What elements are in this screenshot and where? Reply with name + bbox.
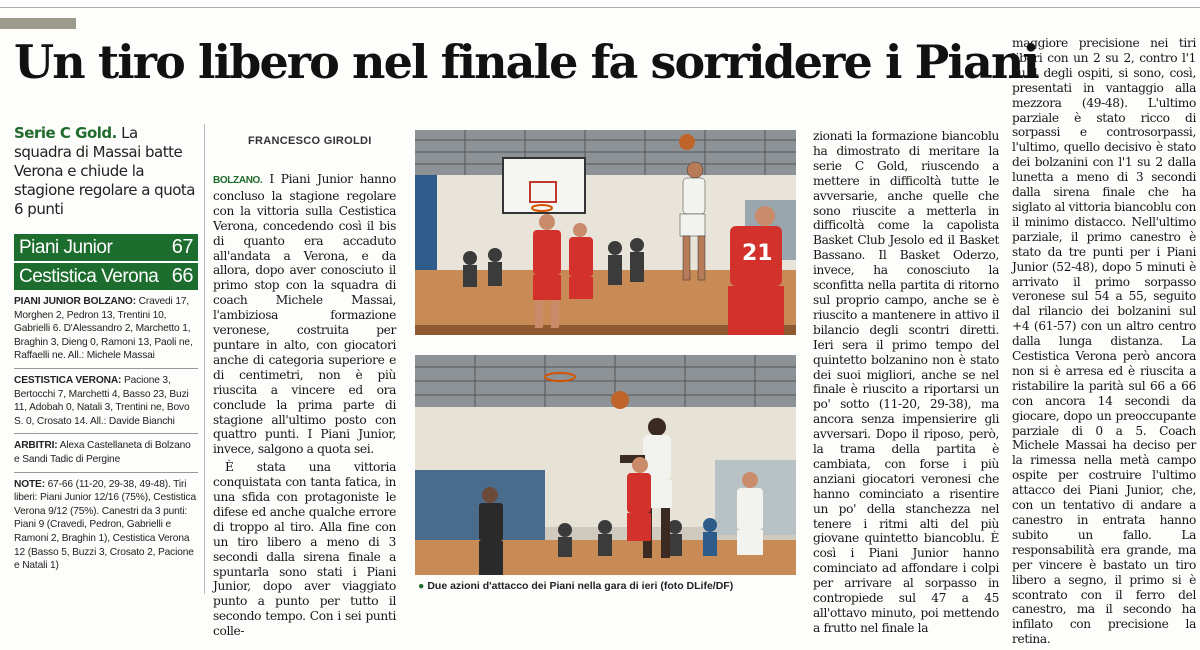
- caption-text: Due azioni d'attacco dei Piani nella gara di ieri (foto DLife/DF): [427, 580, 734, 592]
- photo-top-image: [415, 130, 796, 335]
- summary-kicker: Serie C Gold.: [14, 124, 117, 142]
- away-team: Cestistica Verona: [19, 265, 159, 287]
- photo-top: [415, 130, 796, 335]
- away-points: 66: [171, 265, 193, 287]
- box-note-label: NOTE:: [14, 478, 45, 490]
- caption-bullet-icon: ●: [418, 580, 425, 592]
- box-arbitri-text: Alexa Castellaneta di Bolzano e Sandi Tadic di Pergine: [14, 440, 191, 465]
- summary: [14, 124, 198, 219]
- box-arbitri: [14, 433, 198, 466]
- scoreboard: [14, 232, 198, 290]
- box-piani: [14, 295, 198, 363]
- paragraph: maggiore precisione nei tiri liberi con un 2 su 2, contro l'1 su 4 degli ospiti, si sono, così, presentati in vantaggio alla mezzora (49-48). L'ultimo parziale è stato ricco di sorpassi e controsorpassi, l'ultimo, quello decisivo è stato dei bolzanini con l'1 su 2 dalla lunetta a meno di 3 secondi dalla sirena finale che ha siglato al vittoria biancoblu con il minimo distacco. Nell'ultimo parziale, il primo canestro è stato da tre punti per i Piani Junior (52-48), dopo 5 minuti è arrivato il primo sorpasso veronese sul 54 a 55, seguito dal rilancio dei bolzanini sul +4 (61-57) con un altro centro dalla lunga distanza. La Cestistica Verona però ancora non si è arresa ed è riuscita a ristabilire la parità sul 66 a 66 con ancora 14 secondi da giocare, dopo un preoccupante parziale di 0 a 5. Coach Michele Massai ha deciso per la rimessa nella metà campo ospite per costruire l'ultimo attacco dei Piani Junior, che, con un tentativo di andare a canestro in entrata hanno subito un fallo. La responsabilità era grande, ma per vincere è bastato un tiro libero a segno, il primo si è scontrato con il ferro del canestro, ma il secondo ha infilato con precisione la retina.: [1012, 36, 1196, 647]
- article-column-2: [813, 129, 999, 639]
- article-column-3: [1012, 36, 1196, 650]
- box-verona-text: Pacione 3, Bertocchi 7, Marchetti 4, Basso 23, Buzi 11, Adobah 0, Natali 3, Trentini ne, Bovo S. 0, Crosato 14. All.: Davide Bianchi: [14, 374, 190, 427]
- byline: FRANCESCO GIROLDI: [248, 135, 372, 147]
- box-arbitri-label: ARBITRI:: [14, 440, 58, 452]
- sidebar: [14, 124, 198, 573]
- article-column-1: [213, 172, 396, 642]
- home-points: 67: [171, 236, 193, 258]
- paragraph: zionati la formazione biancoblu ha dimostrato di meritare la serie C Gold, riuscendo a mettere in difficoltà tutte le avversarie, anche quelle che sono riuscite a metterla in difficoltà come la capolista Basket Club Jesolo ed il Basket Bassano. Il Basket Oderzo, invece, ha conosciuto la sconfitta nella partita di ritorno sul proprio campo, anche se è riuscito a mantenere in attivo il bilancio degli scontri diretti. Ieri sera il primo tempo del quintetto bolzanino non è stato dei suoi migliori, anche se nel finale è riuscito a riportarsi un po' sotto (11-20, 29-38), ma ancora senza impensierire gli avversari. Dopo il riposo, però, la trama della partita è cambiata, con forse i più anziani giocatori veronesi che hanno cominciato a risentire un po' della stanchezza nel tenere i ritmi alti del più giovane quintetto biancoblu. È così i Piani Junior hanno cominciato ad affondare i colpi per arrivare al sorpasso in contropiede sul 47 a 45 all'ottavo minuto, poi mettendo a frutto nel finale la: [813, 129, 999, 635]
- dateline: BOLZANO.: [213, 175, 263, 186]
- photo-bottom-image: [415, 355, 796, 575]
- jersey-number: 21: [742, 241, 773, 266]
- top-rule: [0, 7, 1200, 8]
- score-row-away: [14, 261, 198, 290]
- photo-bottom: [415, 355, 796, 575]
- home-team: Piani Junior: [19, 236, 113, 258]
- box-note: [14, 472, 198, 573]
- summary-text: La squadra di Massai batte Verona e chiude la stagione regolare a quota 6 punti: [14, 124, 195, 218]
- box-piani-label: PIANI JUNIOR BOLZANO:: [14, 296, 136, 307]
- paragraph: È stata una vittoria conquistata con tanta fatica, in una sfida con protagoniste le difese ed anche qualche errore di troppo al tiro. Alla fine con un tiro libero a meno di 3 secondi dalla sirena finale a spuntarla sono stati i Piani Junior, dopo aver viaggiato punto a punto per tutto il secondo tempo. Con i sei punti colle-: [213, 460, 396, 639]
- column-rule: [204, 124, 205, 594]
- box-verona-label: CESTISTICA VERONA:: [14, 374, 122, 386]
- score-row-home: [14, 232, 198, 261]
- photo-caption: [418, 580, 798, 592]
- paragraph: [213, 172, 396, 457]
- box-note-text: 67-66 (11-20, 29-38, 49-48). Tiri liberi: Piani Junior 12/16 (75%), Cestistica Verona 9/12 (75%). Canestri da 3 punti: Piani 9 (Cravedi, Pedron, Gabrielli e Ramoni 2, Braghin 1), Cestistica Verona 12 (Basso 5, Buzzi 3, Crosato 2, Pacione e Natali 1): [14, 478, 196, 572]
- paragraph-text: I Piani Junior hanno concluso la stagione regolare con la vittoria sulla Cestistica Verona, concedendo così il bis di quanto era accaduto all'andata a Verona, e da allora, dopo aver conosciuto il primo stop con la squadra di coach Michele Massai, l'ambiziosa formazione veronese, costruita per puntare in alto, con giocatori anche di categoria superiore e di centimetri, non è più riuscita a vincere ed ora conclude la prima parte di stagione all'ultimo posto con quattro punti. I Piani Junior, invece, salgono a quota sei.: [213, 172, 396, 457]
- headline: Un tiro libero nel finale fa sorridere i Piani: [14, 35, 1038, 89]
- section-tag-bar: [0, 18, 76, 29]
- box-piani-text: Cravedi 17, Morghen 2, Pedron 13, Trentini 10, Gabrielli 6. D'Alessandro 2, Marchetto 1, Braghin 3, Dieng 0, Ramoni 13, Paoli ne, Raffaelli ne. All.: Michele Massai: [14, 296, 193, 362]
- box-verona: [14, 368, 198, 428]
